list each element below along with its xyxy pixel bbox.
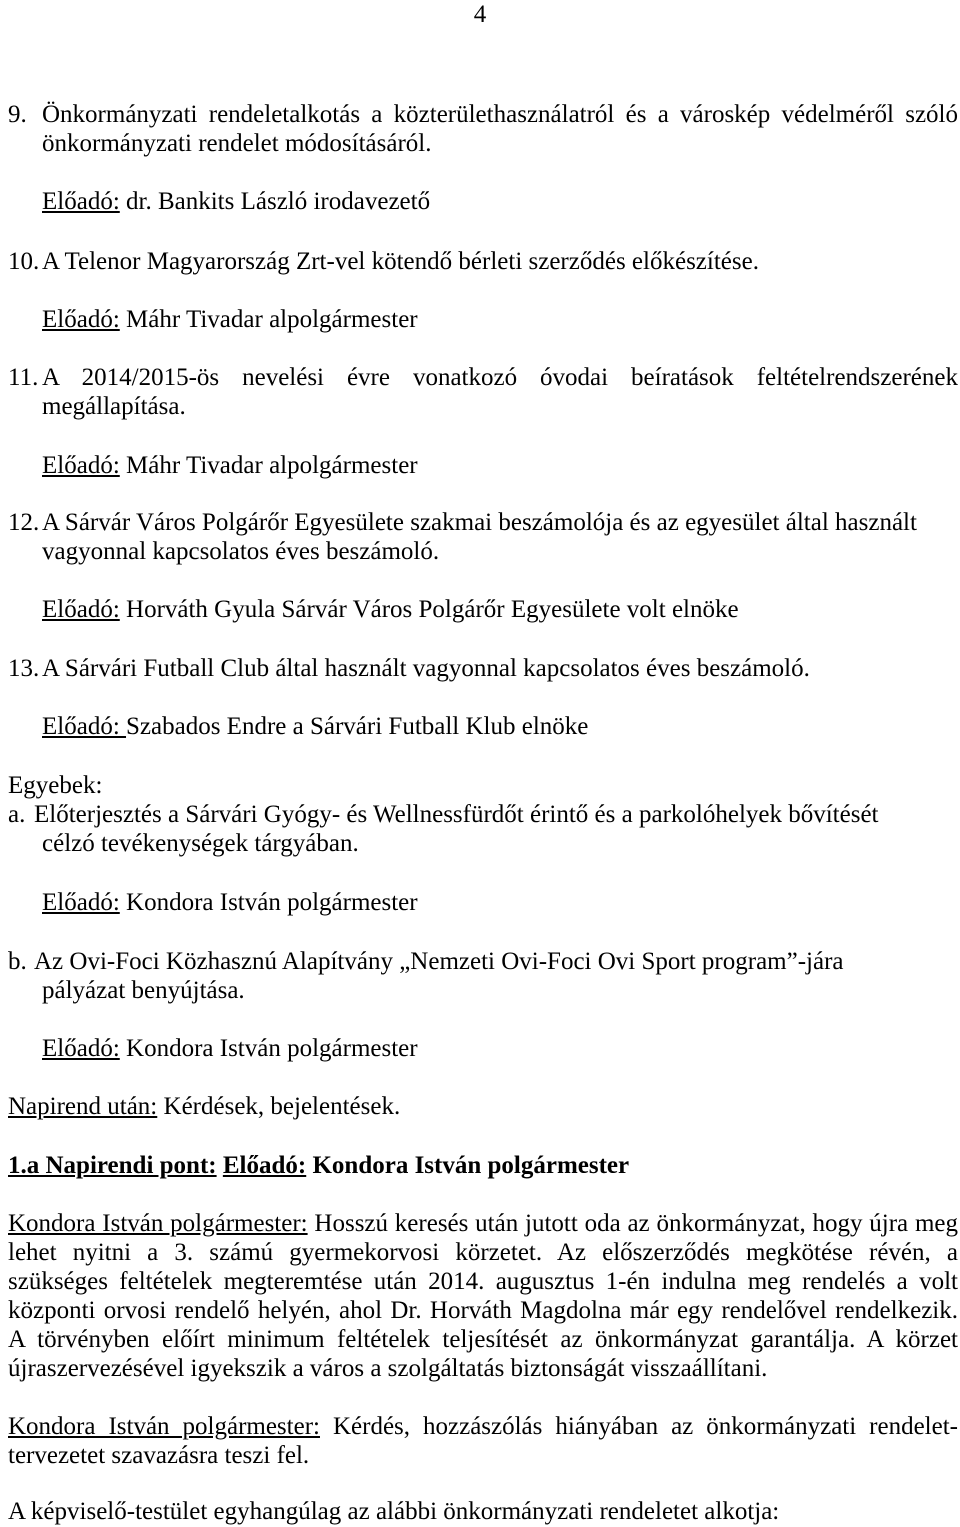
agenda-item-number: 9. [8, 101, 27, 128]
presenter-label: Előadó: [42, 889, 120, 916]
other-item-title-line: célzó tevékenységek tárgyában. [42, 830, 359, 857]
agenda-item-number: 10. [8, 248, 40, 275]
agenda-item-number: 13. [8, 655, 40, 682]
agenda-item-number: 12. [8, 509, 40, 536]
section-heading [8, 1151, 629, 1180]
paragraph-line: tervezetet szavazásra teszi fel. [8, 1442, 310, 1469]
other-item-number: b. [8, 948, 27, 975]
other-item-title-line: Előterjesztés a Sárvári Gyógy- és Wellnessfürdőt érintő és a parkolóhelyek bővítését [34, 801, 879, 828]
agenda-item-presenter [42, 712, 588, 741]
paragraph-line: központi orvosi rendelő helyén, ahol Dr. Horváth Magdolna már egy rendelővel rendelkezik. [8, 1297, 958, 1324]
after-agenda-text: Kérdések, bejelentések. [163, 1093, 401, 1120]
presenter-name: Kondora István polgármester [126, 1035, 418, 1062]
presenter-label: Előadó: [222, 1152, 307, 1179]
speaker-name: Kondora István polgármester: [8, 1210, 308, 1237]
agenda-item-title-line: önkormányzati rendelet módosításáról. [42, 130, 432, 157]
presenter-name: Szabados Endre a Sárvári Futball Klub elnöke [126, 713, 589, 740]
paragraph-line: újraszervezésével igyekszik a város a szolgáltatás biztonságát visszaállítani. [8, 1355, 768, 1382]
after-agenda [8, 1092, 400, 1121]
presenter-name: Kondora István polgármester [126, 889, 418, 916]
presenter-name: dr. Bankits László irodavezető [126, 188, 431, 215]
presenter-name: Kondora István polgármester [312, 1152, 630, 1179]
presenter-name: Horváth Gyula Sárvár Város Polgárőr Egyesülete volt elnöke [126, 596, 739, 623]
page-number: 4 [473, 1, 487, 28]
paragraph-line: lehet nyitni a 3. számú gyermekorvosi körzetet. Az előszerződés megkötése révén, a [8, 1239, 958, 1266]
resolution-statement: A képviselő-testület egyhangúlag az alábbi önkormányzati rendeletet alkotja: [8, 1498, 780, 1525]
agenda-item-presenter [42, 305, 418, 334]
agenda-item-title-line: A Sárvár Város Polgárőr Egyesülete szakmai beszámolója és az egyesület által használt [42, 509, 917, 536]
agenda-item-presenter [42, 451, 418, 480]
agenda-item-title-line: A 2014/2015-ös nevelési évre vonatkozó óvodai beíratások feltételrendszerének [42, 364, 958, 391]
other-heading: Egyebek: [8, 772, 103, 799]
presenter-label: Előadó: [42, 1035, 120, 1062]
after-agenda-label: Napirend után: [8, 1093, 158, 1120]
other-item-title-line: Az Ovi-Foci Közhasznú Alapítvány „Nemzeti Ovi-Foci Ovi Sport program”-jára [34, 948, 844, 975]
presenter-label: Előadó: [42, 452, 120, 479]
presenter-label: Előadó: [42, 306, 120, 333]
paragraph-line: A törvényben előírt minimum feltételek teljesítését az önkormányzat garantálja. A körzet [8, 1326, 958, 1353]
section-heading-label: 1.a Napirendi pont: [8, 1152, 217, 1179]
other-item-presenter [42, 888, 418, 917]
paragraph-line [8, 1209, 958, 1238]
agenda-item-title-line: Önkormányzati rendeletalkotás a közterülethasználatról és a városkép védelméről szóló [42, 101, 958, 128]
agenda-item-title-line: A Sárvári Futball Club által használt vagyonnal kapcsolatos éves beszámoló. [42, 655, 810, 682]
paragraph-line [8, 1412, 958, 1441]
agenda-item-presenter [42, 187, 430, 216]
presenter-name: Máhr Tivadar alpolgármester [126, 306, 418, 333]
other-item-number: a. [8, 801, 26, 828]
paragraph-text: Kérdés, hozzászólás hiányában az önkormányzati rendelet- [332, 1413, 958, 1440]
presenter-label: Előadó: [42, 713, 127, 740]
agenda-item-presenter [42, 595, 739, 624]
agenda-item-title-line: A Telenor Magyarország Zrt-vel kötendő bérleti szerződés előkészítése. [42, 248, 759, 275]
presenter-name: Máhr Tivadar alpolgármester [126, 452, 418, 479]
presenter-label: Előadó: [42, 596, 120, 623]
speaker-name: Kondora István polgármester: [8, 1413, 320, 1440]
paragraph-text: Hosszú keresés után jutott oda az önkormányzat, hogy újra meg [314, 1210, 958, 1237]
other-item-presenter [42, 1034, 418, 1063]
agenda-item-number: 11. [8, 364, 39, 391]
agenda-item-title-line: megállapítása. [42, 393, 186, 420]
other-item-title-line: pályázat benyújtása. [42, 977, 245, 1004]
agenda-item-title-line: vagyonnal kapcsolatos éves beszámoló. [42, 538, 440, 565]
presenter-label: Előadó: [42, 188, 120, 215]
paragraph-line: szükséges feltételek megteremtése után 2014. augusztus 1-én indulna meg rendelés a volt [8, 1268, 958, 1295]
